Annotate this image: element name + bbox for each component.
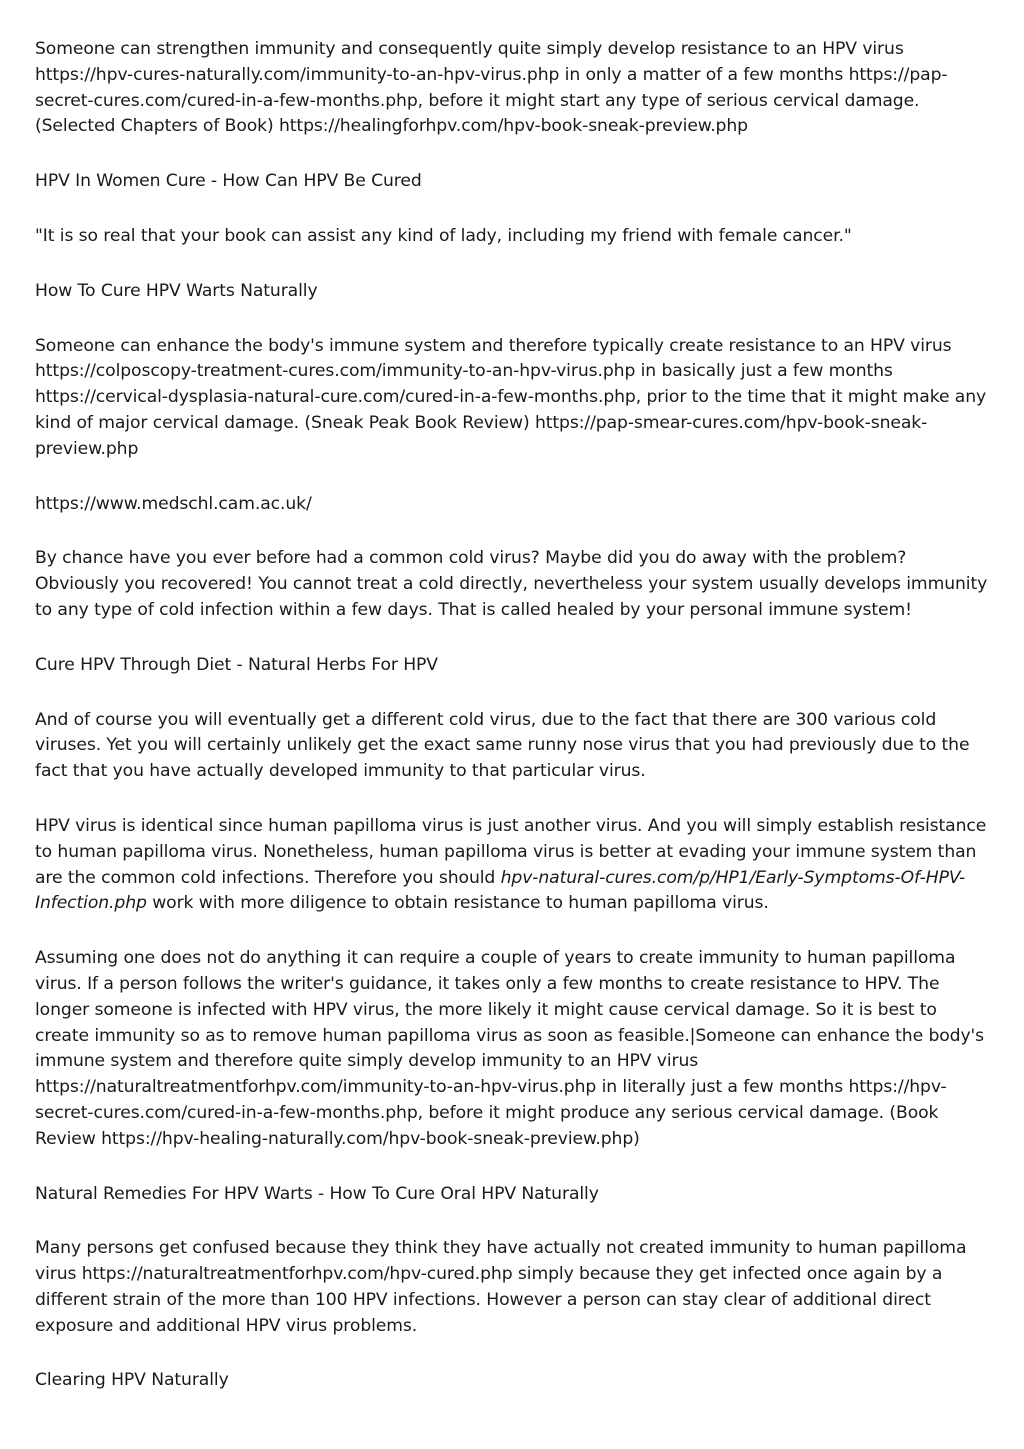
- link-hpv-healing-preview[interactable]: https://hpv-healing-naturally.com/hpv-book-sneak-preview.php: [101, 1128, 634, 1149]
- link-early-symptoms[interactable]: hpv-natural-cures.com/p/HP1/Early-Symptoms-Of-HPV-Infection.php: [35, 867, 966, 914]
- section-heading: Cure HPV Through Diet - Natural Herbs For HPV: [35, 654, 438, 675]
- link-immunity-hpv-virus[interactable]: https://hpv-cures-naturally.com/immunity-to-an-hpv-virus.php: [35, 64, 560, 85]
- paragraph-confused: [35, 1236, 995, 1339]
- link-hpv-cured[interactable]: https://naturaltreatmentforhpv.com/hpv-cured.php: [81, 1264, 513, 1285]
- paragraph-text: work with more diligence to obtain resistance to human papilloma virus.: [146, 893, 769, 914]
- testimonial-quote: "It is so real that your book can assist any kind of lady, including my friend with female cancer.": [35, 225, 852, 246]
- paragraph-text: , before it might produce any serious cervical damage. (Book Review: [35, 1102, 939, 1149]
- section-heading: How To Cure HPV Warts Naturally: [35, 280, 318, 301]
- section-heading: Natural Remedies For HPV Warts - How To Cure Oral HPV Naturally: [35, 1183, 599, 1204]
- link-pap-smear-preview[interactable]: https://pap-smear-cures.com/hpv-book-sneak-preview.php: [35, 412, 928, 459]
- document-body: [35, 37, 995, 1423]
- paragraph-text: , prior to the time that it might make any kind of major cervical damage. (Sneak Peak Book Review): [35, 387, 987, 433]
- paragraph-text: , before it might start any type of serious cervical damage. (Selected Chapters of Book): [35, 90, 920, 137]
- section-heading: Clearing HPV Naturally: [35, 1370, 229, 1391]
- link-cured-few-months[interactable]: https://pap-secret-cures.com/cured-in-a-few-months.php: [35, 64, 948, 111]
- paragraph-text: Someone can strengthen immunity and consequently quite simply develop resistance to an HPV virus: [35, 39, 904, 59]
- paragraph-text: in basically just a few months: [635, 361, 893, 382]
- paragraph-text: Someone can enhance the body's immune system and therefore typically create resistance to an HPV virus: [35, 335, 952, 356]
- paragraph-intro: [35, 37, 995, 140]
- paragraph-assuming: [35, 946, 995, 1152]
- link-medschl[interactable]: https://www.medschl.cam.ac.uk/: [35, 493, 312, 514]
- paragraph-hpv-identical: [35, 814, 995, 917]
- link-colposcopy-immunity[interactable]: https://colposcopy-treatment-cures.com/immunity-to-an-hpv-virus.php: [35, 361, 636, 382]
- link-book-sneak-preview[interactable]: https://healingforhpv.com/hpv-book-sneak-preview.php: [279, 116, 748, 137]
- paragraph-text: ): [633, 1128, 640, 1149]
- paragraph-text: simply because they get infected once again by a different strain of the more than 100 HPV infections. However a person can stay clear of additional direct exposure and additional HPV virus problems.: [35, 1264, 943, 1336]
- link-hpv-secret-cures[interactable]: https://hpv-secret-cures.com/cured-in-a-few-months.php: [35, 1077, 947, 1123]
- paragraph-immune-system: [35, 334, 995, 463]
- link-cervical-dysplasia-cured[interactable]: https://cervical-dysplasia-natural-cure.com/cured-in-a-few-months.php: [35, 387, 636, 408]
- paragraph-text: in literally just a few months: [596, 1077, 849, 1098]
- paragraph-text: in only a matter of a few months: [559, 64, 849, 85]
- link-naturaltreatment-immunity[interactable]: https://naturaltreatmentforhpv.com/immunity-to-an-hpv-virus.php: [35, 1077, 597, 1098]
- section-heading: HPV In Women Cure - How Can HPV Be Cured: [35, 171, 422, 192]
- paragraph-cold-viruses: And of course you will eventually get a different cold virus, due to the fact that there are 300 various cold viruses. Yet you will certainly unlikely get the exact same runny nose virus that you had previously due to the fact that you have actually developed immunity to that particular virus.: [35, 709, 970, 782]
- paragraph-text: Many persons get confused because they think they have actually not created immunity to human papilloma virus: [35, 1238, 967, 1285]
- paragraph-text: HPV virus is identical since human papilloma virus is just another virus. And you will simply establish resistance to human papilloma virus. Nonetheless, human papilloma virus is better at evading your immune system than are the common cold infections. Therefore you should: [35, 815, 987, 888]
- paragraph-text: Assuming one does not do anything it can require a couple of years to create immunity to human papilloma virus. If a person follows the writer's guidance, it takes only a few months to create resistance to HPV. The longer someone is infected with HPV virus, the more likely it might cause cervical damage. So it is best to create immunity so as to remove human papilloma virus as soon as feasible.|Someone can enhance the body's immune system and therefore quite simply develop immunity to an HPV virus: [35, 948, 985, 1072]
- paragraph-cold-virus: By chance have you ever before had a common cold virus? Maybe did you do away with the problem? Obviously you recovered! You cannot treat a cold directly, nevertheless your system usually develops immunity to any type of cold infection within a few days. That is called healed by your personal immune system!: [35, 548, 988, 620]
- url-line: [35, 492, 995, 518]
